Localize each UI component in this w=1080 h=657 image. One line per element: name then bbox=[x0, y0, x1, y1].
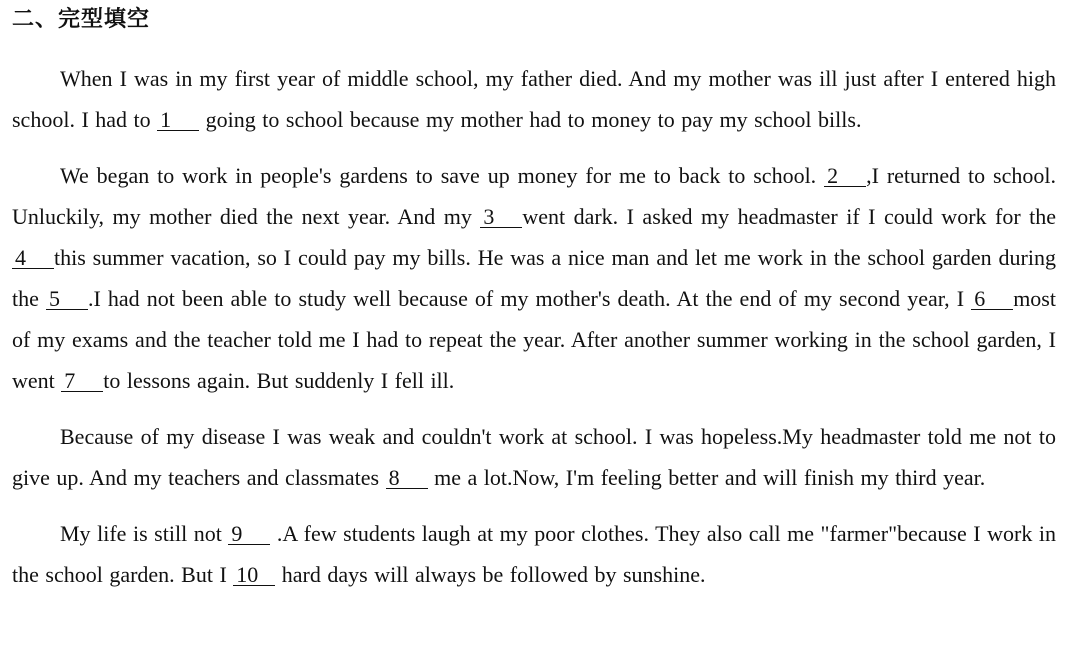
blank-6: 6 bbox=[971, 289, 1013, 310]
passage-text: went dark. I asked my headmaster if I could work for the bbox=[522, 204, 1056, 229]
passage-text: Because of my disease I was weak and couldn't work at school. I was hopeless.My headmaster told me not to give up. And my teachers and classmates bbox=[12, 424, 1056, 490]
passage-text: .A few students laugh at my poor clothes. They also call me "farmer"because I work in the school garden. But I bbox=[12, 521, 1056, 587]
blank-3: 3 bbox=[480, 207, 522, 228]
passage-paragraph-2 bbox=[12, 155, 1056, 401]
blank-2: 2 bbox=[824, 166, 866, 187]
passage-paragraph-3 bbox=[12, 416, 1056, 498]
passage-text: me a lot.Now, I'm feeling better and will finish my third year. bbox=[427, 465, 986, 490]
passage-text: .I had not been able to study well because of my mother's death. At the end of my second year, I bbox=[87, 286, 972, 311]
passage-text: When I was in my first year of middle school, my father died. And my mother was ill just after I entered high school. I had to bbox=[12, 66, 1056, 132]
section-title: 二、完型填空 bbox=[12, 7, 151, 32]
passage-text: My life is still not bbox=[60, 521, 229, 546]
passage-text: to lessons again. But suddenly I fell ill. bbox=[103, 368, 455, 393]
passage-text: this summer vacation, so I could pay my bills. He was a nice man and let me work in the school garden during the bbox=[12, 245, 1056, 311]
passage-text: going to school because my mother had to money to pay my school bills. bbox=[199, 107, 862, 132]
passage-paragraph-1 bbox=[12, 58, 1056, 140]
passage-text: ,I returned to school. Unluckily, my mother died the next year. And my bbox=[12, 163, 1056, 229]
passage-text: most of my exams and the teacher told me I had to repeat the year. After another summer working in the school garden, I went bbox=[12, 286, 1056, 393]
blank-5: 5 bbox=[46, 289, 88, 310]
cloze-passage bbox=[12, 58, 1056, 610]
passage-text: hard days will always be followed by sunshine. bbox=[275, 562, 706, 587]
passage-paragraph-4 bbox=[12, 513, 1056, 595]
blank-8: 8 bbox=[386, 468, 428, 489]
blank-7: 7 bbox=[61, 371, 103, 392]
blank-4: 4 bbox=[12, 248, 54, 269]
blank-1: 1 bbox=[157, 110, 199, 131]
blank-9: 9 bbox=[228, 524, 270, 545]
passage-text: We began to work in people's gardens to save up money for me to back to school. bbox=[60, 163, 825, 188]
blank-10: 10 bbox=[233, 565, 275, 586]
